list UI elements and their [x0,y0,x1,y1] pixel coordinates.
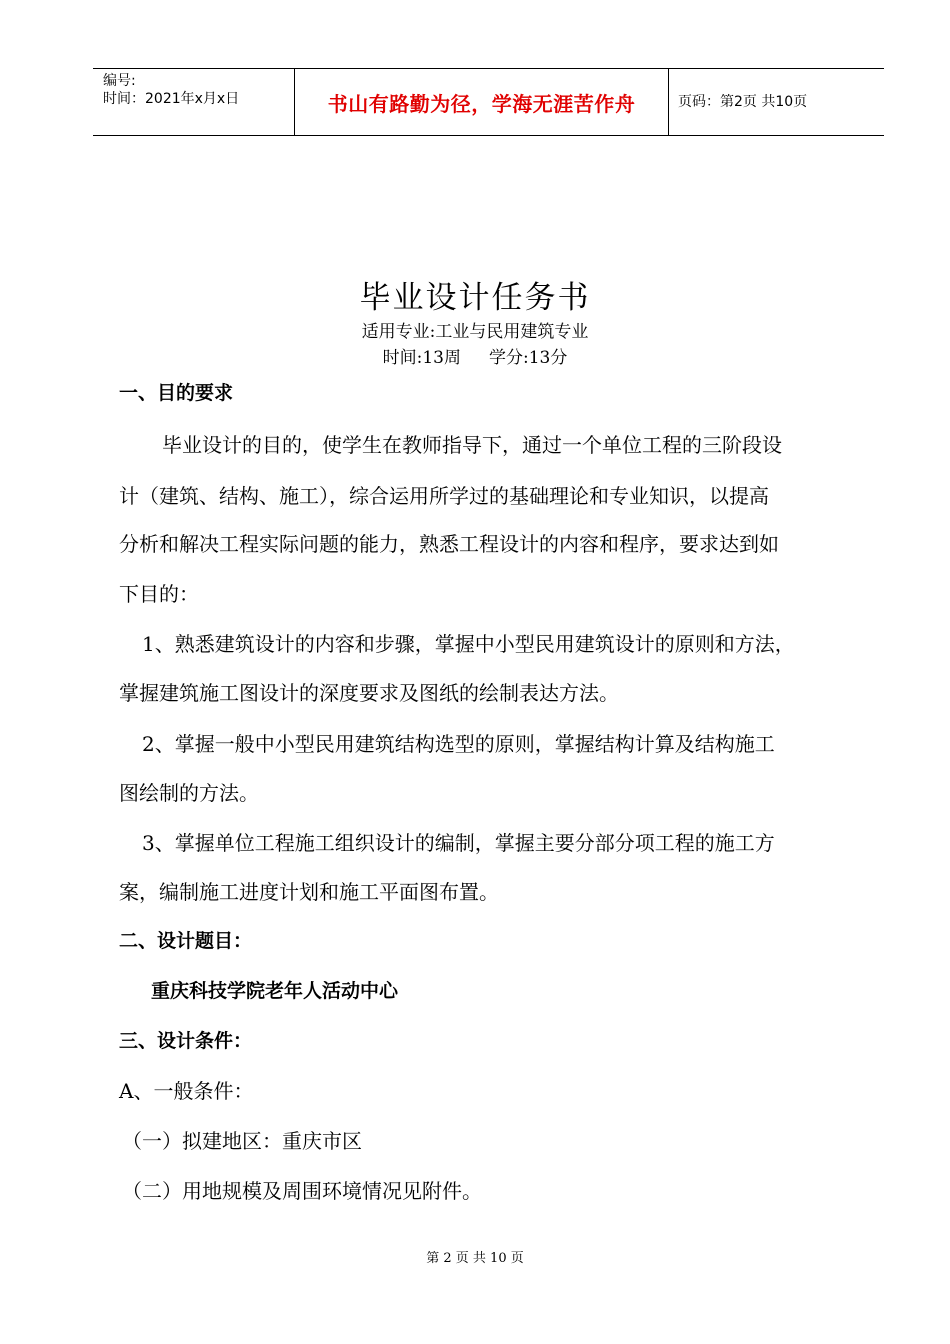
doc-duration-credits [0,343,950,368]
list-item-1-line: 掌握建筑施工图设计的深度要求及图纸的绘制表达方法。 [119,681,619,705]
paragraph-line: 计（建筑、结构、施工），综合运用所学过的基础理论和专业知识，以提高 [119,484,769,508]
header-page-cell [668,69,884,135]
header-motto-cell [294,69,669,135]
design-topic: 重庆科技学院老年人活动中心 [151,980,399,1002]
doc-major: 适用专业:工业与民用建筑专业 [361,322,589,342]
section-2-heading: 二、设计题目： [119,930,253,952]
doc-title: 毕业设计任务书 [359,280,591,316]
paragraph-line: 毕业设计的目的，使学生在教师指导下，通过一个单位工程的三阶段设 [162,433,782,457]
general-conditions-label: A、一般条件： [119,1079,254,1103]
header-motto: 书山有路勤为径，学海无涯苦作舟 [327,91,636,116]
paragraph-line: 分析和解决工程实际问题的能力，熟悉工程设计的内容和程序，要求达到如 [119,532,779,556]
doc-number-label: 编号: [103,73,136,89]
header-page-info: 页码：第2页 共10页 [678,93,808,110]
list-item-1-line: 1、熟悉建筑设计的内容和步骤，掌握中小型民用建筑设计的原则和方法， [142,632,795,656]
paragraph-line: 下目的： [119,582,199,606]
list-item-2-line: 图绘制的方法。 [119,781,259,805]
list-item-3-line: 案，编制施工进度计划和施工平面图布置。 [119,880,499,904]
doc-credits: 学分:13分 [489,348,568,368]
page-footer: 第 2 页 共 10 页 [426,1251,524,1266]
condition-item-1: （一）拟建地区：重庆市区 [122,1129,362,1153]
doc-time-label: 时间：2021年x月x日 [103,91,240,107]
list-item-3-line: 3、掌握单位工程施工组织设计的编制，掌握主要分部分项工程的施工方 [142,831,775,855]
section-1-heading: 一、目的要求 [119,382,234,404]
section-3-heading: 三、设计条件： [119,1030,253,1052]
doc-duration: 时间:13周 [382,348,461,368]
list-item-2-line: 2、掌握一般中小型民用建筑结构选型的原则，掌握结构计算及结构施工 [142,732,775,756]
condition-item-2: （二）用地规模及周围环境情况见附件。 [122,1179,482,1203]
header-meta [93,69,294,135]
page-header [93,68,884,136]
